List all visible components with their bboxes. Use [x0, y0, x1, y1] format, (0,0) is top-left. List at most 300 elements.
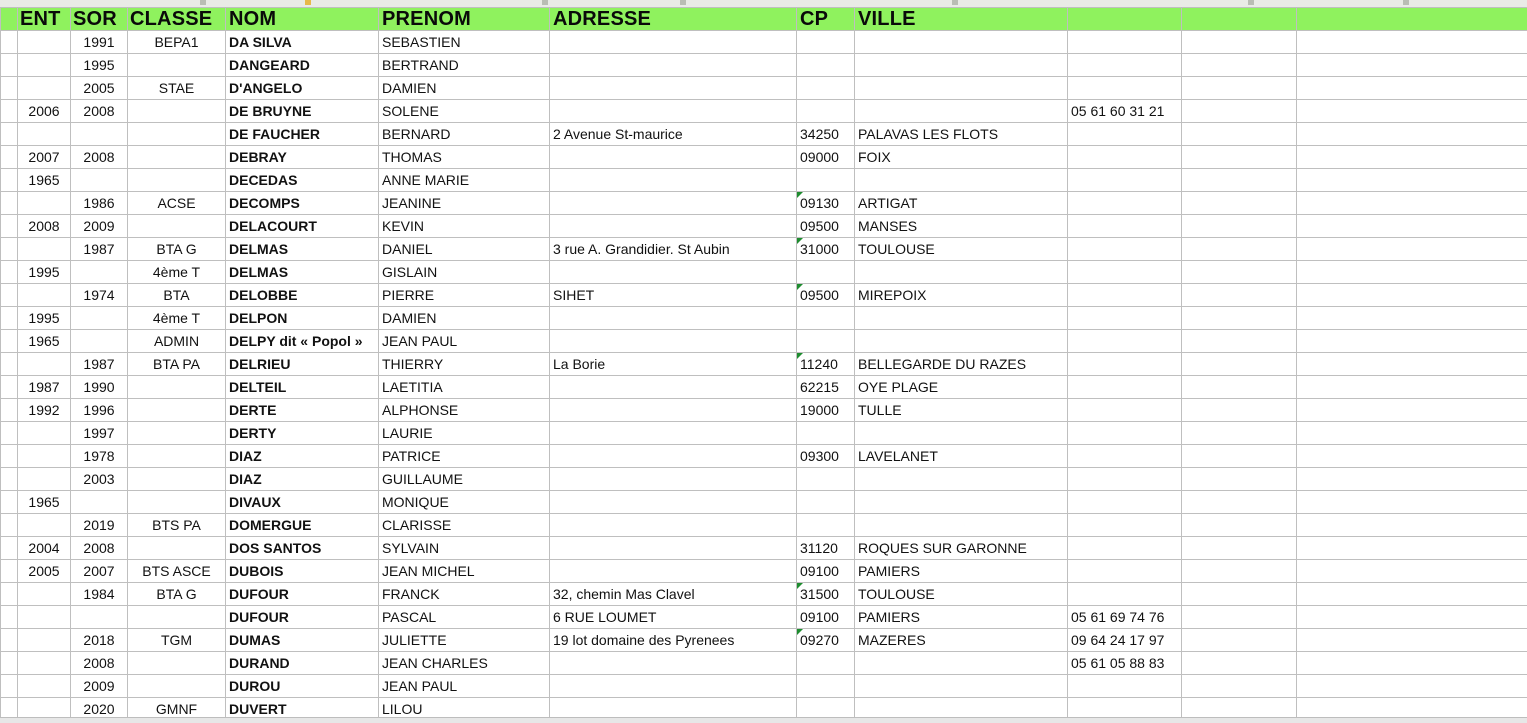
cell-prenom[interactable]: FRANCK — [379, 583, 550, 606]
cell-telephone[interactable] — [1068, 675, 1182, 698]
cell-telephone[interactable] — [1068, 514, 1182, 537]
cell-sor[interactable]: 1978 — [71, 445, 128, 468]
cell-nom[interactable]: DELMAS — [226, 238, 379, 261]
cell-prenom[interactable]: SOLENE — [379, 100, 550, 123]
cell-prenom[interactable]: KEVIN — [379, 215, 550, 238]
cell-cp[interactable]: 31000 — [797, 238, 855, 261]
cell-prenom[interactable]: JEAN CHARLES — [379, 652, 550, 675]
cell-nom[interactable]: DUBOIS — [226, 560, 379, 583]
cell-empty[interactable] — [1182, 146, 1297, 169]
cell-nom[interactable]: DANGEARD — [226, 54, 379, 77]
cell-classe[interactable] — [128, 445, 226, 468]
cell-ent[interactable] — [18, 468, 71, 491]
cell-prenom[interactable]: LAURIE — [379, 422, 550, 445]
cell-nom[interactable]: DELPON — [226, 307, 379, 330]
cell-sor[interactable]: 1984 — [71, 583, 128, 606]
cell-nom[interactable]: DEBRAY — [226, 146, 379, 169]
row-gutter-cell[interactable] — [1, 560, 18, 583]
cell-empty[interactable] — [1297, 353, 1527, 376]
row-gutter-cell[interactable] — [1, 675, 18, 698]
cell-telephone[interactable]: 05 61 05 88 83 — [1068, 652, 1182, 675]
cell-ent[interactable] — [18, 652, 71, 675]
cell-cp[interactable]: 09130 — [797, 192, 855, 215]
cell-classe[interactable]: 4ème T — [128, 261, 226, 284]
horizontal-scrollbar[interactable] — [0, 717, 1527, 723]
cell-ville[interactable] — [855, 491, 1068, 514]
cell-nom[interactable]: DERTY — [226, 422, 379, 445]
cell-prenom[interactable]: JEANINE — [379, 192, 550, 215]
cell-classe[interactable]: BTA G — [128, 238, 226, 261]
cell-telephone[interactable] — [1068, 353, 1182, 376]
cell-empty[interactable] — [1297, 192, 1527, 215]
cell-sor[interactable]: 1996 — [71, 399, 128, 422]
cell-nom[interactable]: DELTEIL — [226, 376, 379, 399]
cell-classe[interactable]: BTS PA — [128, 514, 226, 537]
cell-ent[interactable]: 2004 — [18, 537, 71, 560]
cell-empty[interactable] — [1182, 353, 1297, 376]
cell-classe[interactable]: STAE — [128, 77, 226, 100]
cell-adresse[interactable] — [550, 399, 797, 422]
cell-telephone[interactable] — [1068, 54, 1182, 77]
cell-sor[interactable]: 1987 — [71, 238, 128, 261]
cell-adresse[interactable] — [550, 330, 797, 353]
row-gutter-cell[interactable] — [1, 215, 18, 238]
cell-empty[interactable] — [1182, 123, 1297, 146]
cell-sor[interactable]: 2009 — [71, 215, 128, 238]
cell-prenom[interactable]: ALPHONSE — [379, 399, 550, 422]
cell-nom[interactable]: DIAZ — [226, 445, 379, 468]
row-gutter-cell[interactable] — [1, 468, 18, 491]
cell-empty[interactable] — [1182, 491, 1297, 514]
cell-nom[interactable]: DUVERT — [226, 698, 379, 721]
header-nom[interactable]: NOM — [226, 8, 379, 31]
cell-adresse[interactable] — [550, 77, 797, 100]
cell-ville[interactable] — [855, 514, 1068, 537]
cell-ville[interactable] — [855, 169, 1068, 192]
cell-telephone[interactable] — [1068, 399, 1182, 422]
cell-ville[interactable]: PALAVAS LES FLOTS — [855, 123, 1068, 146]
cell-prenom[interactable]: THIERRY — [379, 353, 550, 376]
cell-nom[interactable]: DUFOUR — [226, 583, 379, 606]
header-classe[interactable]: CLASSE — [128, 8, 226, 31]
cell-telephone[interactable] — [1068, 31, 1182, 54]
cell-ville[interactable]: PAMIERS — [855, 560, 1068, 583]
cell-ent[interactable] — [18, 123, 71, 146]
cell-cp[interactable]: 34250 — [797, 123, 855, 146]
cell-empty[interactable] — [1297, 376, 1527, 399]
cell-nom[interactable]: DECEDAS — [226, 169, 379, 192]
cell-sor[interactable]: 2020 — [71, 698, 128, 721]
cell-empty[interactable] — [1182, 652, 1297, 675]
cell-adresse[interactable] — [550, 422, 797, 445]
cell-cp[interactable] — [797, 330, 855, 353]
cell-ville[interactable] — [855, 261, 1068, 284]
row-gutter-cell[interactable] — [1, 146, 18, 169]
cell-empty[interactable] — [1297, 215, 1527, 238]
cell-classe[interactable] — [128, 422, 226, 445]
cell-cp[interactable] — [797, 422, 855, 445]
cell-classe[interactable] — [128, 123, 226, 146]
cell-empty[interactable] — [1297, 330, 1527, 353]
cell-ville[interactable]: FOIX — [855, 146, 1068, 169]
cell-ville[interactable]: TULLE — [855, 399, 1068, 422]
cell-prenom[interactable]: JEAN MICHEL — [379, 560, 550, 583]
cell-sor[interactable]: 2019 — [71, 514, 128, 537]
cell-empty[interactable] — [1182, 422, 1297, 445]
cell-telephone[interactable]: 05 61 60 31 21 — [1068, 100, 1182, 123]
cell-prenom[interactable]: DAMIEN — [379, 307, 550, 330]
cell-classe[interactable]: BTA PA — [128, 353, 226, 376]
cell-ville[interactable]: OYE PLAGE — [855, 376, 1068, 399]
row-gutter-cell[interactable] — [1, 77, 18, 100]
cell-cp[interactable]: 19000 — [797, 399, 855, 422]
cell-empty[interactable] — [1297, 31, 1527, 54]
cell-sor[interactable]: 2008 — [71, 100, 128, 123]
cell-empty[interactable] — [1182, 445, 1297, 468]
cell-cp[interactable] — [797, 31, 855, 54]
row-gutter-cell[interactable] — [1, 514, 18, 537]
cell-sor[interactable]: 2005 — [71, 77, 128, 100]
cell-adresse[interactable] — [550, 491, 797, 514]
cell-sor[interactable]: 2008 — [71, 537, 128, 560]
cell-telephone[interactable] — [1068, 330, 1182, 353]
cell-ville[interactable]: MIREPOIX — [855, 284, 1068, 307]
cell-adresse[interactable] — [550, 146, 797, 169]
cell-ent[interactable] — [18, 238, 71, 261]
cell-adresse[interactable] — [550, 514, 797, 537]
cell-empty[interactable] — [1182, 376, 1297, 399]
cell-classe[interactable] — [128, 399, 226, 422]
cell-empty[interactable] — [1297, 123, 1527, 146]
cell-classe[interactable] — [128, 54, 226, 77]
row-gutter-cell[interactable] — [1, 445, 18, 468]
cell-ent[interactable] — [18, 353, 71, 376]
row-gutter-cell[interactable] — [1, 169, 18, 192]
row-gutter-cell[interactable] — [1, 606, 18, 629]
cell-cp[interactable] — [797, 261, 855, 284]
cell-classe[interactable]: BTA — [128, 284, 226, 307]
cell-empty[interactable] — [1297, 583, 1527, 606]
cell-prenom[interactable]: PIERRE — [379, 284, 550, 307]
cell-prenom[interactable]: DANIEL — [379, 238, 550, 261]
cell-empty[interactable] — [1297, 675, 1527, 698]
cell-telephone[interactable] — [1068, 468, 1182, 491]
cell-empty[interactable] — [1297, 100, 1527, 123]
cell-cp[interactable]: 09500 — [797, 284, 855, 307]
header-sor[interactable]: SOR — [71, 8, 128, 31]
cell-cp[interactable] — [797, 675, 855, 698]
cell-classe[interactable]: ACSE — [128, 192, 226, 215]
cell-adresse[interactable]: 6 RUE LOUMET — [550, 606, 797, 629]
cell-ville[interactable] — [855, 330, 1068, 353]
row-gutter-cell[interactable] — [1, 330, 18, 353]
cell-ent[interactable] — [18, 629, 71, 652]
cell-nom[interactable]: DE BRUYNE — [226, 100, 379, 123]
cell-prenom[interactable]: GUILLAUME — [379, 468, 550, 491]
cell-adresse[interactable] — [550, 215, 797, 238]
cell-classe[interactable] — [128, 537, 226, 560]
cell-cp[interactable]: 31500 — [797, 583, 855, 606]
row-gutter-cell[interactable] — [1, 583, 18, 606]
cell-empty[interactable] — [1182, 261, 1297, 284]
cell-prenom[interactable]: LILOU — [379, 698, 550, 721]
cell-empty[interactable] — [1182, 31, 1297, 54]
row-gutter-cell[interactable] — [1, 537, 18, 560]
cell-prenom[interactable]: CLARISSE — [379, 514, 550, 537]
cell-empty[interactable] — [1297, 468, 1527, 491]
cell-empty[interactable] — [1182, 399, 1297, 422]
cell-empty[interactable] — [1297, 629, 1527, 652]
cell-adresse[interactable] — [550, 445, 797, 468]
header-ville[interactable]: VILLE — [855, 8, 1068, 31]
cell-ville[interactable]: ROQUES SUR GARONNE — [855, 537, 1068, 560]
cell-sor[interactable]: 2003 — [71, 468, 128, 491]
cell-sor[interactable] — [71, 606, 128, 629]
cell-ent[interactable]: 1987 — [18, 376, 71, 399]
cell-ville[interactable] — [855, 675, 1068, 698]
cell-ent[interactable]: 1965 — [18, 169, 71, 192]
cell-empty[interactable] — [1182, 284, 1297, 307]
header-adresse[interactable]: ADRESSE — [550, 8, 797, 31]
cell-empty[interactable] — [1182, 583, 1297, 606]
cell-cp[interactable]: 09300 — [797, 445, 855, 468]
cell-nom[interactable]: DERTE — [226, 399, 379, 422]
cell-ent[interactable]: 2005 — [18, 560, 71, 583]
cell-classe[interactable] — [128, 468, 226, 491]
row-gutter-cell[interactable] — [1, 261, 18, 284]
cell-cp[interactable]: 11240 — [797, 353, 855, 376]
cell-prenom[interactable]: GISLAIN — [379, 261, 550, 284]
cell-classe[interactable]: TGM — [128, 629, 226, 652]
cell-sor[interactable]: 2008 — [71, 146, 128, 169]
cell-sor[interactable] — [71, 330, 128, 353]
cell-nom[interactable]: DURAND — [226, 652, 379, 675]
cell-ville[interactable]: BELLEGARDE DU RAZES — [855, 353, 1068, 376]
cell-telephone[interactable] — [1068, 422, 1182, 445]
cell-prenom[interactable]: SYLVAIN — [379, 537, 550, 560]
cell-classe[interactable] — [128, 169, 226, 192]
cell-adresse[interactable] — [550, 307, 797, 330]
cell-telephone[interactable] — [1068, 146, 1182, 169]
cell-classe[interactable] — [128, 100, 226, 123]
cell-empty[interactable] — [1182, 606, 1297, 629]
cell-cp[interactable] — [797, 77, 855, 100]
cell-ent[interactable] — [18, 583, 71, 606]
cell-empty[interactable] — [1182, 169, 1297, 192]
cell-ent[interactable] — [18, 284, 71, 307]
row-gutter-cell[interactable] — [1, 629, 18, 652]
cell-ville[interactable] — [855, 652, 1068, 675]
cell-cp[interactable]: 31120 — [797, 537, 855, 560]
header-prenom[interactable]: PRENOM — [379, 8, 550, 31]
cell-nom[interactable]: DELOBBE — [226, 284, 379, 307]
header-empty-1[interactable] — [1068, 8, 1182, 31]
cell-empty[interactable] — [1182, 77, 1297, 100]
cell-empty[interactable] — [1182, 629, 1297, 652]
cell-telephone[interactable] — [1068, 537, 1182, 560]
cell-prenom[interactable]: PASCAL — [379, 606, 550, 629]
cell-adresse[interactable] — [550, 376, 797, 399]
cell-classe[interactable] — [128, 215, 226, 238]
cell-nom[interactable]: DOMERGUE — [226, 514, 379, 537]
cell-empty[interactable] — [1297, 537, 1527, 560]
cell-nom[interactable]: DELRIEU — [226, 353, 379, 376]
cell-nom[interactable]: DUFOUR — [226, 606, 379, 629]
cell-ent[interactable]: 1965 — [18, 330, 71, 353]
cell-classe[interactable] — [128, 146, 226, 169]
cell-nom[interactable]: DELMAS — [226, 261, 379, 284]
cell-classe[interactable]: ADMIN — [128, 330, 226, 353]
cell-empty[interactable] — [1297, 284, 1527, 307]
cell-adresse[interactable]: 3 rue A. Grandidier. St Aubin — [550, 238, 797, 261]
cell-sor[interactable]: 1995 — [71, 54, 128, 77]
cell-ent[interactable]: 2007 — [18, 146, 71, 169]
cell-empty[interactable] — [1182, 192, 1297, 215]
cell-ent[interactable] — [18, 77, 71, 100]
cell-telephone[interactable] — [1068, 215, 1182, 238]
cell-cp[interactable]: 09500 — [797, 215, 855, 238]
cell-empty[interactable] — [1182, 468, 1297, 491]
cell-sor[interactable] — [71, 169, 128, 192]
cell-adresse[interactable]: La Borie — [550, 353, 797, 376]
cell-empty[interactable] — [1297, 445, 1527, 468]
cell-telephone[interactable] — [1068, 307, 1182, 330]
row-gutter-cell[interactable] — [1, 123, 18, 146]
cell-ent[interactable]: 2006 — [18, 100, 71, 123]
cell-cp[interactable] — [797, 169, 855, 192]
cell-sor[interactable] — [71, 491, 128, 514]
cell-ent[interactable] — [18, 445, 71, 468]
cell-empty[interactable] — [1182, 215, 1297, 238]
row-gutter-cell[interactable] — [1, 652, 18, 675]
cell-ville[interactable] — [855, 422, 1068, 445]
cell-telephone[interactable]: 09 64 24 17 97 — [1068, 629, 1182, 652]
cell-empty[interactable] — [1297, 652, 1527, 675]
cell-ville[interactable] — [855, 468, 1068, 491]
cell-sor[interactable]: 1997 — [71, 422, 128, 445]
row-gutter-cell[interactable] — [1, 376, 18, 399]
cell-ville[interactable]: PAMIERS — [855, 606, 1068, 629]
cell-ent[interactable]: 1995 — [18, 307, 71, 330]
cell-prenom[interactable]: PATRICE — [379, 445, 550, 468]
cell-empty[interactable] — [1297, 606, 1527, 629]
row-gutter-cell[interactable] — [1, 31, 18, 54]
cell-ent[interactable] — [18, 606, 71, 629]
cell-nom[interactable]: DE FAUCHER — [226, 123, 379, 146]
cell-adresse[interactable] — [550, 100, 797, 123]
cell-empty[interactable] — [1297, 238, 1527, 261]
cell-prenom[interactable]: DAMIEN — [379, 77, 550, 100]
cell-sor[interactable]: 1990 — [71, 376, 128, 399]
cell-cp[interactable] — [797, 307, 855, 330]
cell-ville[interactable] — [855, 307, 1068, 330]
cell-sor[interactable] — [71, 261, 128, 284]
cell-empty[interactable] — [1182, 100, 1297, 123]
cell-classe[interactable]: GMNF — [128, 698, 226, 721]
row-gutter-cell[interactable] — [1, 353, 18, 376]
cell-ville[interactable]: TOULOUSE — [855, 583, 1068, 606]
cell-empty[interactable] — [1182, 537, 1297, 560]
cell-prenom[interactable]: JEAN PAUL — [379, 330, 550, 353]
cell-empty[interactable] — [1297, 399, 1527, 422]
cell-empty[interactable] — [1297, 54, 1527, 77]
cell-classe[interactable] — [128, 606, 226, 629]
cell-ville[interactable] — [855, 31, 1068, 54]
cell-empty[interactable] — [1182, 307, 1297, 330]
cell-prenom[interactable]: MONIQUE — [379, 491, 550, 514]
cell-adresse[interactable] — [550, 560, 797, 583]
cell-sor[interactable]: 1987 — [71, 353, 128, 376]
cell-telephone[interactable] — [1068, 560, 1182, 583]
cell-telephone[interactable] — [1068, 583, 1182, 606]
cell-ville[interactable] — [855, 100, 1068, 123]
cell-telephone[interactable] — [1068, 376, 1182, 399]
cell-ville[interactable]: MAZERES — [855, 629, 1068, 652]
cell-adresse[interactable] — [550, 675, 797, 698]
cell-adresse[interactable] — [550, 192, 797, 215]
cell-cp[interactable] — [797, 652, 855, 675]
cell-sor[interactable] — [71, 123, 128, 146]
cell-empty[interactable] — [1182, 238, 1297, 261]
cell-adresse[interactable] — [550, 261, 797, 284]
row-gutter-cell[interactable] — [1, 399, 18, 422]
cell-cp[interactable] — [797, 514, 855, 537]
cell-sor[interactable]: 1986 — [71, 192, 128, 215]
cell-ent[interactable]: 1965 — [18, 491, 71, 514]
cell-cp[interactable]: 62215 — [797, 376, 855, 399]
cell-nom[interactable]: DOS SANTOS — [226, 537, 379, 560]
cell-classe[interactable]: 4ème T — [128, 307, 226, 330]
cell-classe[interactable]: BTS ASCE — [128, 560, 226, 583]
cell-telephone[interactable] — [1068, 238, 1182, 261]
cell-classe[interactable] — [128, 675, 226, 698]
cell-sor[interactable]: 1974 — [71, 284, 128, 307]
cell-cp[interactable] — [797, 491, 855, 514]
row-gutter-cell[interactable] — [1, 100, 18, 123]
cell-empty[interactable] — [1297, 514, 1527, 537]
cell-empty[interactable] — [1297, 146, 1527, 169]
cell-prenom[interactable]: BERTRAND — [379, 54, 550, 77]
cell-ent[interactable]: 1995 — [18, 261, 71, 284]
cell-adresse[interactable] — [550, 468, 797, 491]
cell-prenom[interactable]: JEAN PAUL — [379, 675, 550, 698]
cell-ville[interactable] — [855, 54, 1068, 77]
cell-ville[interactable] — [855, 77, 1068, 100]
cell-ent[interactable] — [18, 675, 71, 698]
cell-ent[interactable] — [18, 514, 71, 537]
cell-adresse[interactable]: 2 Avenue St-maurice — [550, 123, 797, 146]
cell-prenom[interactable]: THOMAS — [379, 146, 550, 169]
cell-empty[interactable] — [1297, 77, 1527, 100]
row-gutter-cell[interactable] — [1, 54, 18, 77]
cell-nom[interactable]: DELPY dit « Popol » — [226, 330, 379, 353]
cell-telephone[interactable] — [1068, 284, 1182, 307]
cell-empty[interactable] — [1182, 675, 1297, 698]
cell-ent[interactable]: 1992 — [18, 399, 71, 422]
header-empty-3[interactable] — [1297, 8, 1527, 31]
cell-telephone[interactable] — [1068, 491, 1182, 514]
cell-empty[interactable] — [1182, 560, 1297, 583]
cell-prenom[interactable]: BERNARD — [379, 123, 550, 146]
header-cp[interactable]: CP — [797, 8, 855, 31]
cell-classe[interactable] — [128, 376, 226, 399]
cell-nom[interactable]: DA SILVA — [226, 31, 379, 54]
row-gutter-cell[interactable] — [1, 307, 18, 330]
cell-empty[interactable] — [1182, 514, 1297, 537]
cell-cp[interactable]: 09270 — [797, 629, 855, 652]
row-gutter-cell[interactable] — [1, 284, 18, 307]
cell-prenom[interactable]: ANNE MARIE — [379, 169, 550, 192]
